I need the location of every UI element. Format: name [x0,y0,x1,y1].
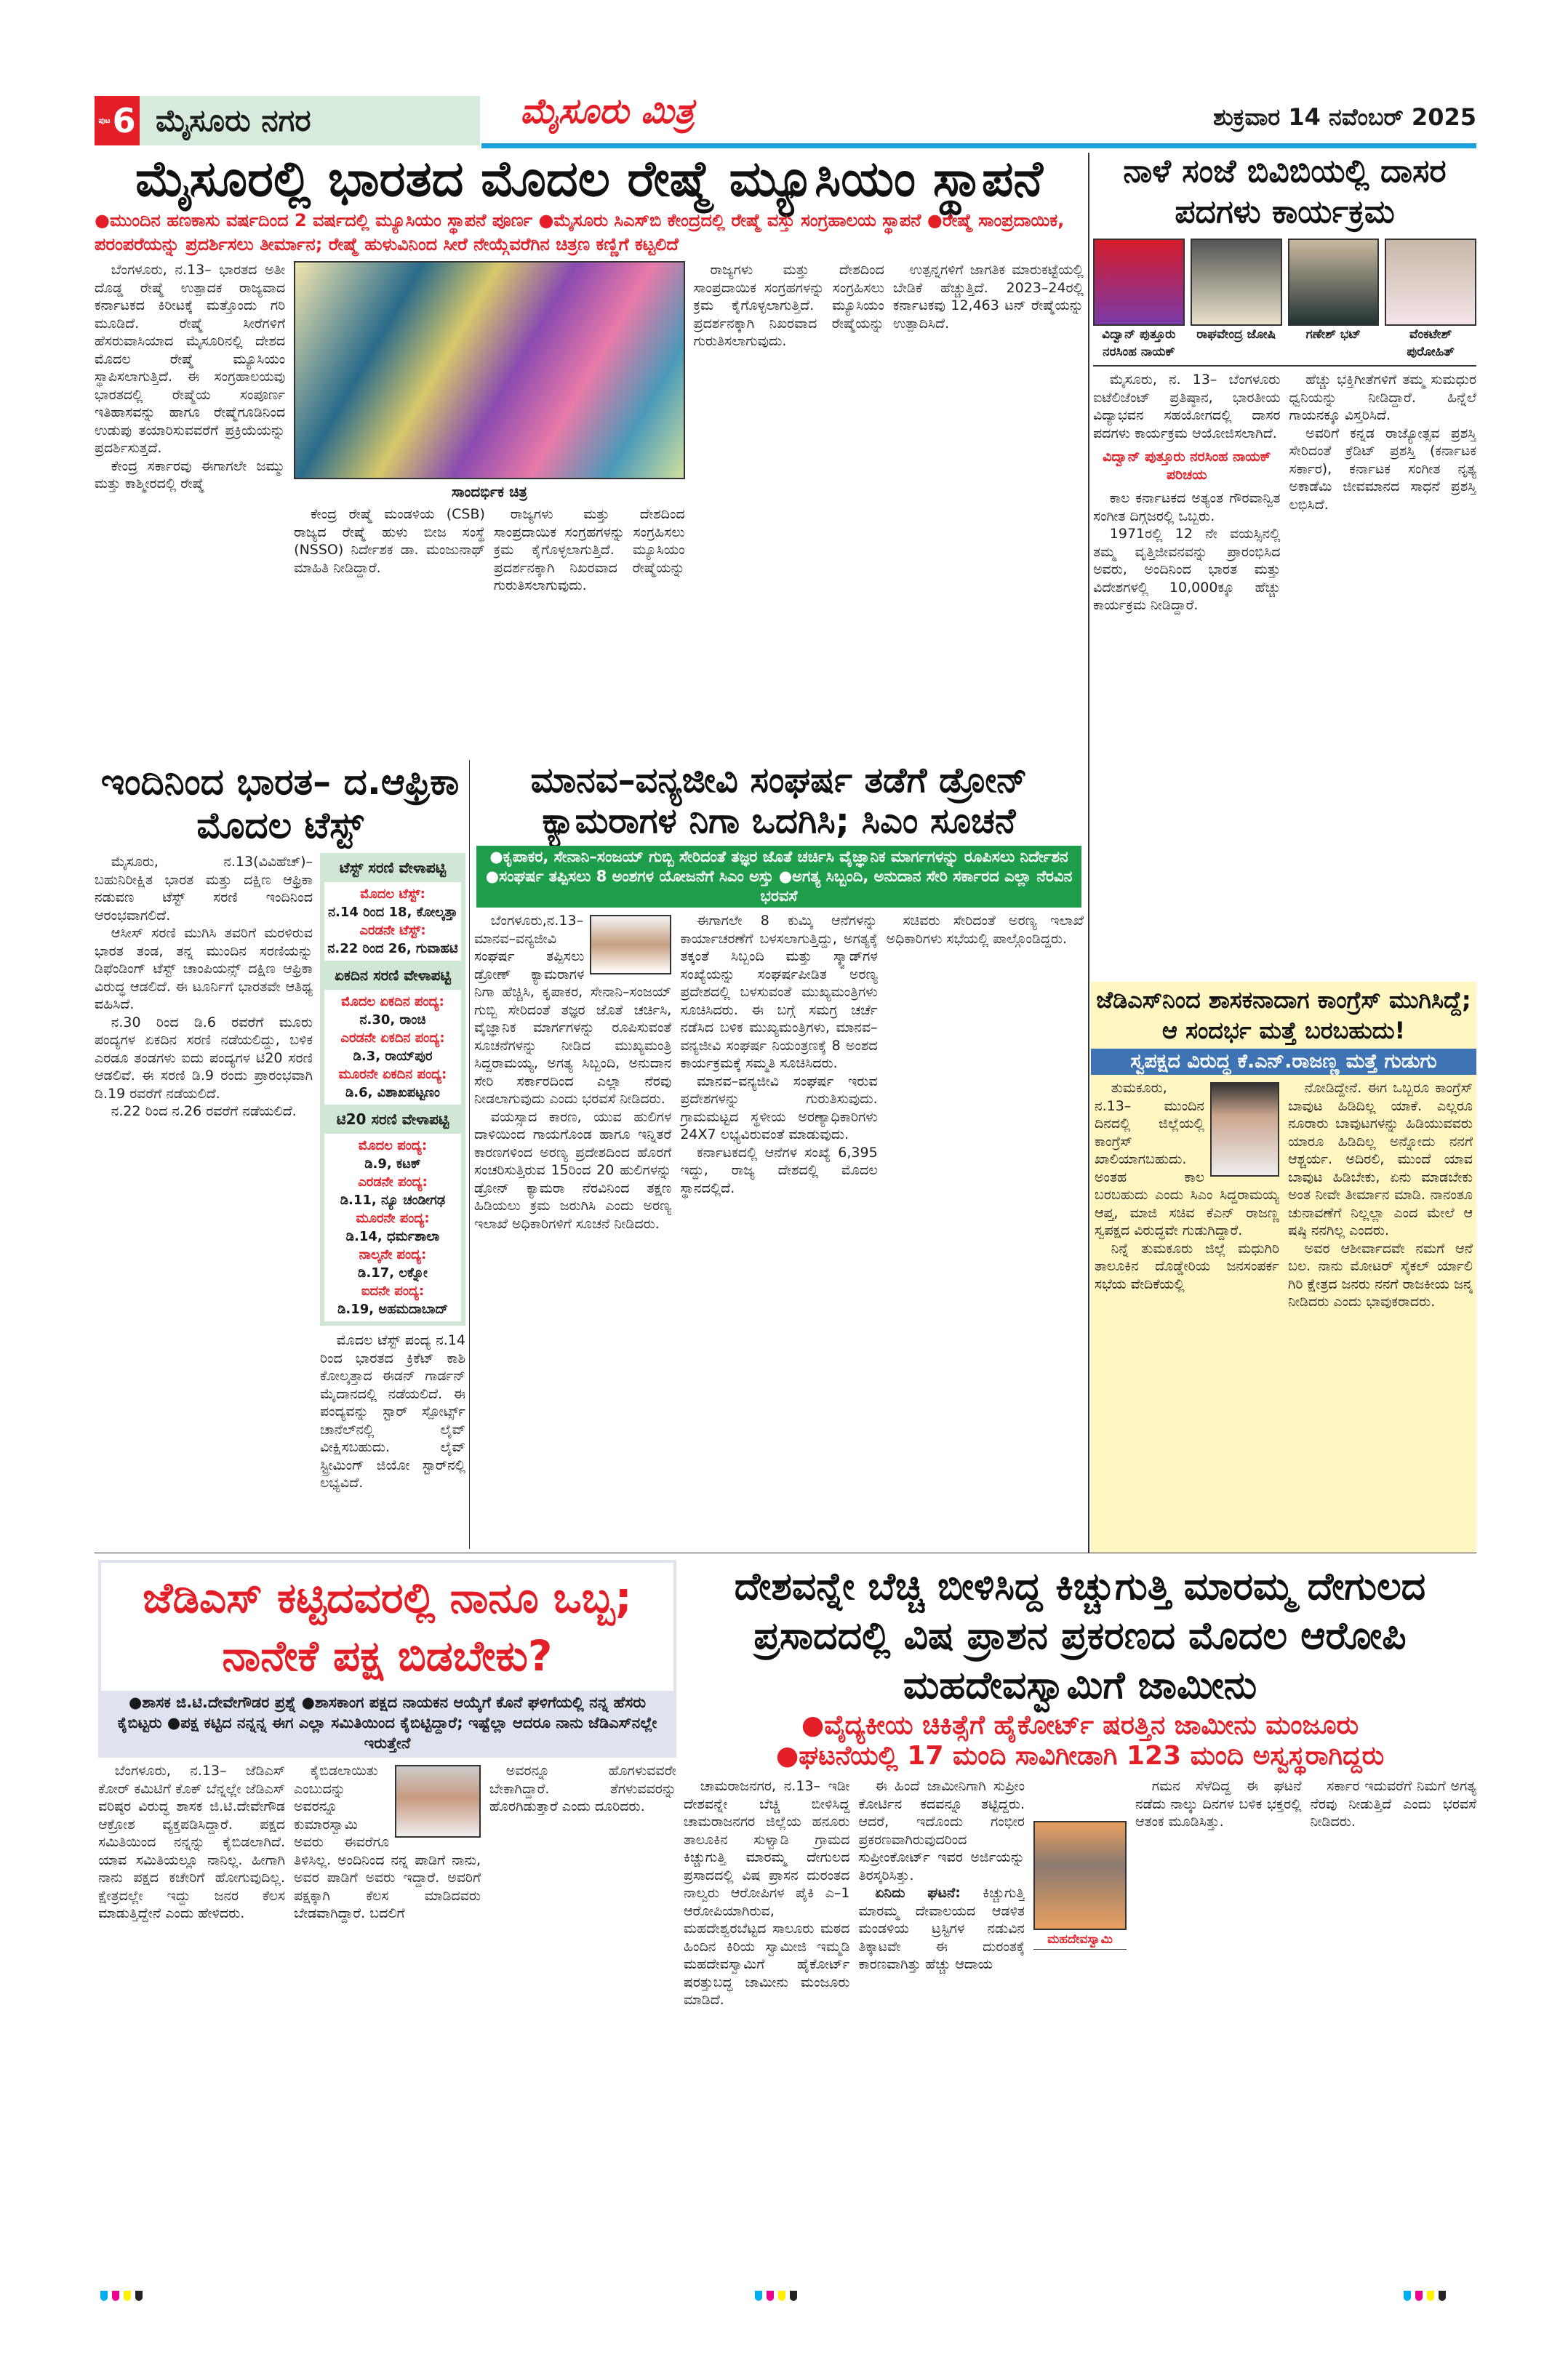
dasara-col-2: ಹೆಚ್ಚು ಭಕ್ತಿಗೀತೆಗಳಿಗೆ ತಮ್ಮ ಸುಮಧುರ ಧ್ವನಿಯನ್ನು ನೀಡಿದ್ದಾರೆ. ಹಿನ್ನೆಲೆ ಗಾಯನಕ್ಕೂ ವಿಸ್ತರಿಸಿದೆ. ಅವರಿಗೆ ಕನ್ನಡ ರಾಜ್ಯೋತ್ಸವ ಪ್ರಶಸ್ತಿ ಸೇರಿದಂತೆ ಕ್ರೆಡಿಟ್ ಪ್ರಶಸ್ತಿ (ಕರ್ನಾಟಕ ಸರ್ಕಾರ), ಕರ್ನಾಟಕ ಸಂಗೀತ ನೃತ್ಯ ಅಕಾಡೆಮಿ ಜೀವಮಾನದ ಸಾಧನೆ ಪ್ರಶಸ್ತಿ ಲಭಿಸಿದೆ. [1289,372,1476,513]
dasara-subhead: ವಿದ್ವಾನ್ ಪುತ್ತೂರು ನರಸಿಂಹ ನಾಯಕ್ ಪರಿಚಯ [1103,449,1271,483]
drone-story [474,760,1084,1549]
cricket-divider [469,760,470,1549]
artist-photo-2 [1191,239,1282,326]
page-number: 6 [112,101,136,140]
poison-bullet-1: ●ವೈದ್ಯಕೀಯ ಚಿಕಿತ್ಸೆಗೆ ಹೈಕೋರ್ಟ್ ಷರತ್ತಿನ ಜಾಮೀನು ಮಂಜೂರು [801,1710,1359,1740]
silk-sarees-photo [294,261,684,479]
silk-col-3: ರಾಜ್ಯಗಳು ಮತ್ತು ದೇಶದಿಂದ ಸಾಂಪ್ರದಾಯಿಕ ಸಂಗ್ರಹಗಳನ್ನು ಸಂಗ್ರಹಿಸಲು ಕ್ರಮ ಕೈಗೊಳ್ಳಲಾಗುತ್ತಿದೆ. ಮ್ಯೂಸಿಯಂ ಪ್ರದರ್ಶನಕ್ಕಾಗಿ ನಿಖರವಾದ ರೇಷ್ಮೆಯನ್ನು ಗುರುತಿಸಲಾಗುವುದು. [493,506,685,593]
artist-name-4: ವೆಂಕಟೇಶ್ ಪುರೋಹಿತ್ [1407,327,1455,359]
silk-headline: ಮೈಸೂರಲ್ಲಿ ಭಾರತದ ಮೊದಲ ರೇಷ್ಮೆ ಮ್ಯೂಸಿಯಂ ಸ್ಥಾಪನೆ [135,151,1043,208]
jds-col-1: ಬೆಂಗಳೂರು, ನ.13– ಜೆಡಿಎಸ್ ಕೋರ್ ಕಮಿಟಿಗೆ ಕೊಕ್ ಬೆನ್ನಲ್ಲೇ ಜೆಡಿಎಸ್ ವರಿಷ್ಠರ ವಿರುದ್ಧ ಶಾಸಕ ಜಿ.ಟಿ.ದೇವೇಗೌಡ ಆಕ್ರೋಶ ವ್ಯಕ್ತಪಡಿಸಿದ್ದಾರೆ. ಪಕ್ಷದ ಸಮಿತಿಯಿಂದ ನನ್ನನ್ನು ಕೈಬಿಡಲಾಗಿದೆ. ಯಾವ ಸಮಿತಿಯಲ್ಲೂ ನಾನಿಲ್ಲ. ಹೀಗಾಗಿ ನಾನು ಪಕ್ಷದ ಕಚೇರಿಗೆ ಹೋಗುವುದಿಲ್ಲ. ಕ್ಷೇತ್ರದಲ್ಲೇ ಇದ್ದು ಜನರ ಕೆಲಸ ಮಾಡುತ್ತಿದ್ದೇನೆ ಎಂದು ಹೇಳಿದರು. [98,1763,285,1921]
silk-col-4: ರಾಜ್ಯಗಳು ಮತ್ತು ದೇಶದಿಂದ ಸಾಂಪ್ರದಾಯಿಕ ಸಂಗ್ರಹಗಳನ್ನು ಸಂಗ್ರಹಿಸಲು ಕ್ರಮ ಕೈಗೊಳ್ಳಲಾಗುತ್ತಿದೆ. ಮ್ಯೂಸಿಯಂ ಪ್ರದರ್ಶನಕ್ಕಾಗಿ ನಿಖರವಾದ ರೇಷ್ಮೆಯನ್ನು ಗುರುತಿಸಲಾಗುವುದು. [693,262,884,349]
artist-name-2: ರಾಘವೇಂದ್ರ ಜೋಷಿ [1196,327,1276,342]
rajanna-bar: ಸ್ವಪಕ್ಷದ ವಿರುದ್ಧ ಕೆ.ಎನ್.ರಾಜಣ್ಣ ಮತ್ತೆ ಗುಡುಗು [1091,1049,1476,1075]
jds-bullets: ●ಶಾಸಕ ಜಿ.ಟಿ.ದೇವೇಗೌಡರ ಪ್ರಶ್ನೆ ●ಶಾಸಕಾಂಗ ಪಕ್ಷದ ನಾಯಕನ ಆಯ್ಕೆಗೆ ಕೊನೆ ಘಳಿಗೆಯಲ್ಲಿ ನನ್ನ ಹೆಸರು ಕೈಬಿಟ್ಟರು ●ಪಕ್ಷ ಕಟ್ಟಿದ ನನ್ನನ್ನ ಈಗ ಎಲ್ಲಾ ಸಮಿತಿಯಿಂದ ಕೈಬಿಟ್ಟಿದ್ದಾರೆ; ಇಷ್ಟೆಲ್ಲಾ ಆದರೂ ನಾನು ಜೆಡಿಎಸ್‌ನಲ್ಲೇ ಇರುತ್ತೇನೆ [101,1691,673,1755]
cricket-headline: ಇಂದಿನಿಂದ ಭಾರತ– ದ.ಆಫ್ರಿಕಾ ಮೊದಲ ಟೆಸ್ಟ್ [100,761,460,846]
silk-col-5: ಉತ್ಪನ್ನಗಳಿಗೆ ಜಾಗತಿಕ ಮಾರುಕಟ್ಟೆಯಲ್ಲಿ ಬೇಡಿಕೆ ಹೆಚ್ಚುತ್ತಿದೆ. 2023–24ರಲ್ಲಿ ಕರ್ನಾಟಕವು 12,463 ಟನ್ ರೇಷ್ಮೆಯನ್ನು ಉತ್ಪಾದಿಸಿದೆ. [892,262,1084,332]
page-label: ಪುಟ [98,116,111,125]
dasara-headline: ನಾಳೆ ಸಂಜೆ ಬಿವಿಬಿಯಲ್ಲಿ ದಾಸರ ಪದಗಳು ಕಾರ್ಯಕ್ರಮ [1123,153,1447,231]
jds-col-3: ಅವರನ್ನೂ ಹೊಗಳುವವರೇ ಬೇಕಾಗಿದ್ದಾರೆ. ತೆಗಳುವವರನ್ನು ಹೊರಗಿಡುತ್ತಾರೆ ಎಂದು ದೂರಿದರು. [489,1763,676,1814]
poison-headline: ದೇಶವನ್ನೇ ಬೆಚ್ಚಿ ಬೀಳಿಸಿದ್ದ ಕಿಚ್ಚುಗುತ್ತಿ ಮಾರಮ್ಮ ದೇಗುಲದ ಪ್ರಸಾದದಲ್ಲಿ ವಿಷ ಪ್ರಾಶನ ಪ್ರಕರಣದ ಮೊದಲ ಆರೋಪಿ ಮಹದೇವಸ್ವಾಮಿಗೆ ಜಾಮೀನು [734,1565,1426,1708]
dasara-rule [1093,365,1476,367]
right-column-divider [1088,153,1089,1553]
page-number-box [95,96,140,145]
gt-devegowda-photo [395,1765,481,1838]
cm-siddaramaiah-photo [590,915,671,974]
poison-bullet-2: ●ಘಟನೆಯಲ್ಲಿ 17 ಮಂದಿ ಸಾವಿಗೀಡಾಗಿ 123 ಮಂದಿ ಅಸ್ವಸ್ಥರಾಗಿದ್ದರು [775,1741,1385,1771]
artist-name-3: ಗಣೇಶ್ ಭಟ್ [1305,327,1361,342]
cricket-col-1: ಮೈಸೂರು, ನ.13(ವಿವಿಹೆಚ್)– ಬಹುನಿರೀಕ್ಷಿತ ಭಾರತ ಮತ್ತು ದಕ್ಷಿಣ ಆಫ್ರಿಕಾ ನಡುವಣ ಟೆಸ್ಟ್ ಸರಣಿ ಇಂದಿನಿಂದ ಆರಂಭವಾಗಲಿದೆ. ಆಸೀಸ್ ಸರಣಿ ಮುಗಿಸಿ ತವರಿಗೆ ಮರಳಿರುವ ಭಾರತ ತಂಡ, ತನ್ನ ಮುಂದಿನ ಸರಣಿಯನ್ನು ಡಿಫೆಂಡಿಂಗ್ ಟೆಸ್ಟ್ ಚಾಂಪಿಯನ್ಸ್ ದಕ್ಷಿಣ ಆಫ್ರಿಕಾ ವಿರುದ್ಧ ಆಡಲಿದೆ. ಈ ಟೂರ್ನಿಗೆ ಭಾರತವೇ ಆತಿಥ್ಯ ವಹಿಸಿದೆ. ನ.30 ರಿಂದ ಡಿ.6 ರವರೆಗೆ ಮೂರು ಪಂದ್ಯಗಳ ಏಕದಿನ ಸರಣಿ ನಡೆಯಲಿದ್ದು, ಬಳಿಕ ಎರಡೂ ತಂಡಗಳು ಐದು ಪಂದ್ಯಗಳ ಟಿ20 ಸರಣಿ ಆಡಲಿವೆ. ಈ ಸರಣಿ ಡಿ.9 ರಂದು ಪ್ರಾರಂಭವಾಗಿ ಡಿ.19 ರವರೆಗೆ ನಡೆಯಲಿದೆ. ನ.22 ರಿಂದ ನ.26 ರವರೆಗೆ ನಡೆಯಲಿದೆ. [95,854,313,1119]
jds-col-2: ಕೈಬಿಡಲಾಯಿತು ಎಂಬುದನ್ನು ಅವರನ್ನೂ ಕುಮಾರಸ್ವಾಮಿ ಅವರು ಈವರೆಗೂ ತಿಳಿಸಿಲ್ಲ. ಅಂದಿನಿಂದ ನನ್ನ ಪಾಡಿಗೆ ನಾನು, ಅವರ ಪಾಡಿಗೆ ಅವರು ಇದ್ದಾರೆ. ಅವರಿಗೆ ಪಕ್ಷಕ್ಕಾಗಿ ಕೆಲಸ ಮಾಡಿದವರು ಬೇಡವಾಗಿದ್ದಾರೆ. ಬದಲಿಗೆ [294,1763,481,1921]
registration-mark [755,2291,797,2301]
cricket-col-2: ಮೊದಲ ಟೆಸ್ಟ್ ಪಂದ್ಯ ನ.14 ರಿಂದ ಭಾರತದ ಕ್ರಿಕೆಟ್ ಕಾಶಿ ಕೋಲ್ಕತ್ತಾದ ಈಡನ್ ಗಾರ್ಡನ್ ಮೈದಾನದಲ್ಲಿ ನಡೆಯಲಿದೆ. ಈ ಪಂದ್ಯವನ್ನು ಸ್ಟಾರ್ ಸ್ಪೋರ್ಟ್ಸ್ ಚಾನೆಲ್‌ನಲ್ಲಿ ಲೈವ್ ವೀಕ್ಷಿಸಬಹುದು. ಲೈವ್ ಸ್ಟ್ರೀಮಿಂಗ್ ಜಿಯೋ ಸ್ಟಾರ್‌ನಲ್ಲಿ ಲಭ್ಯವಿದೆ. [320,1332,465,1491]
poison-col-2: ಈ ಹಿಂದೆ ಜಾಮೀನಿಗಾಗಿ ಸುಪ್ರೀಂ ಕೋರ್ಟಿನ ಕದವನ್ನೂ ತಟ್ಟಿದ್ದರು. ಆದರೆ, ಇದೊಂದು ಗಂಭೀರ ಪ್ರಕರಣವಾಗಿರುವುದರಿಂದ ಸುಪ್ರೀಂಕೋರ್ಟ್ ಇವರ ಅರ್ಜಿಯನ್ನು ತಿರಸ್ಕರಿಸಿತ್ತು. ಏನಿದು ಘಟನೆ: ಕಿಚ್ಚುಗುತ್ತಿ ಮಾರಮ್ಮ ದೇವಾಲಯದ ಆಡಳಿತ ಮಂಡಳಿಯ ಟ್ರಸ್ಟಿಗಳ ನಡುವಿನ ತಿಕ್ಕಾಟವೇ ಈ ದುರಂತಕ್ಕೆ ಕಾರಣವಾಗಿತ್ತು ಹೆಚ್ಚು ಆದಾಯ [858,1778,1025,1972]
jds-headline-box [98,1560,676,1758]
poison-col-3: ಗಮನ ಸೆಳೆದಿದ್ದ ಈ ಘಟನೆ ನಡೆದು ನಾಲ್ಕು ದಿನಗಳ ಬಳಿಕ ಭಕ್ತರಲ್ಲಿ ಆತಂಕ ಮೂಡಿಸಿತ್ತು. [1135,1778,1302,1830]
drone-bullets: ●ಕೃಪಾಕರ, ಸೇನಾನಿ–ಸಂಜಯ್ ಗುಬ್ಬಿ ಸೇರಿದಂತೆ ತಜ್ಞರ ಜೊತೆ ಚರ್ಚಿಸಿ ವೈಜ್ಞಾನಿಕ ಮಾರ್ಗಗಳನ್ನು ರೂಪಿಸಲು ನಿರ್ದೇಶನ ●ಸಂಘರ್ಷ ತಪ್ಪಿಸಲು 8 ಅಂಶಗಳ ಯೋಜನೆಗೆ ಸಿಎಂ ಅಸ್ತು ●ಅಗತ್ಯ ಸಿಬ್ಬಂದಿ, ಅನುದಾನ ಸೇರಿ ಸರ್ಕಾರದ ಎಲ್ಲಾ ನೆರವಿನ ಭರವಸೆ [476,846,1081,908]
section-name: ಮೈಸೂರು ನಗರ [140,96,480,145]
silk-subhead: ●ಮುಂದಿನ ಹಣಕಾಸು ವರ್ಷದಿಂದ 2 ವರ್ಷದಲ್ಲಿ ಮ್ಯೂಸಿಯಂ ಸ್ಥಾಪನೆ ಪೂರ್ಣ ●ಮೈಸೂರು ಸಿಎಸ್‌ಬಿ ಕೇಂದ್ರದಲ್ಲಿ ರೇಷ್ಮೆ ವಸ್ತು ಸಂಗ್ರಹಾಲಯ ಸ್ಥಾಪನೆ ●ರೇಷ್ಮೆ ಸಾಂಪ್ರದಾಯಿಕ, ಪರಂಪರೆಯನ್ನು ಪ್ರದರ್ಶಿಸಲು ತೀರ್ಮಾನ; ರೇಷ್ಮೆ ಹುಳುವಿನಿಂದ ಸೀರೆ ನೇಯ್ಗೆವರೆಗಿನ ಚಿತ್ರಣ ಕಣ್ಣಿಗೆ ಕಟ್ಟಲಿದೆ [95,210,1065,255]
drone-col-3: ಸಚಿವರು ಸೇರಿದಂತೆ ಅರಣ್ಯ ಇಲಾಖೆ ಅಧಿಕಾರಿಗಳು ಸಭೆಯಲ್ಲಿ ಪಾಲ್ಗೊಂಡಿದ್ದರು. [886,913,1084,947]
mahadevaswamy-photo [1033,1821,1127,1930]
jds-headline: ಜೆಡಿಎಸ್ ಕಟ್ಟಿದವರಲ್ಲಿ ನಾನೂ ಒಬ್ಬ; ನಾನೇಕೆ ಪಕ್ಷ ಬಿಡಬೇಕು? [143,1573,632,1681]
rajanna-photo [1210,1082,1279,1177]
registration-mark [100,2291,143,2301]
rajanna-box [1091,982,1476,1553]
silk-col-1: ಬೆಂಗಳೂರು, ನ.13– ಭಾರತದ ಅತೀ ದೊಡ್ಡ ರೇಷ್ಮೆ ಉತ್ಪಾದಕ ರಾಜ್ಯವಾದ ಕರ್ನಾಟಕದ ಕಿರೀಟಕ್ಕೆ ಮತ್ತೊಂದು ಗರಿ ಮೂಡಿದೆ. ರೇಷ್ಮೆ ಸೀರೆಗಳಿಗೆ ಹೆಸರುವಾಸಿಯಾದ ಮೈಸೂರಿನಲ್ಲಿ ದೇಶದ ಮೊದಲ ರೇಷ್ಮೆ ಮ್ಯೂಸಿಯಂ ಸ್ಥಾಪಿಸಲಾಗುತ್ತಿದೆ. ಈ ಸಂಗ್ರಹಾಲಯವು ಭಾರತದಲ್ಲಿ ರೇಷ್ಮೆಯ ಸಂಪೂರ್ಣ ಇತಿಹಾಸವನ್ನು ಹಾಗೂ ರೇಷ್ಮೆಗೂಡಿನಿಂದ ಉಡುಪು ತಯಾರಿಸುವವರೆಗೆ ಪ್ರಕ್ರಿಯೆಯನ್ನು ಪ್ರದರ್ಶಿಸುತ್ತದೆ. ಕೇಂದ್ರ ಸರ್ಕಾರವು ಈಗಾಗಲೇ ಜಮ್ಮು ಮತ್ತು ಕಾಶ್ಮೀರದಲ್ಲಿ ರೇಷ್ಮೆ [95,262,286,492]
drone-headline: ಮಾನವ–ವನ್ಯಜೀವಿ ಸಂಘರ್ಷ ತಡೆಗೆ ಡ್ರೋನ್ ಕ್ಯಾಮರಾಗಳ ನಿಗಾ ಒದಗಿಸಿ; ಸಿಎಂ ಸೂಚನೆ [530,760,1028,841]
dasara-story [1093,151,1476,977]
silk-story [95,151,1084,753]
poison-story [684,1562,1476,2291]
registration-mark [1404,2291,1446,2301]
poison-col-1: ಚಾಮರಾಜನಗರ, ನ.13– ಇಡೀ ದೇಶವನ್ನೇ ಬೆಚ್ಚಿ ಬೀಳಿಸಿದ್ದ ಚಾಮರಾಜನಗರ ಜಿಲ್ಲೆಯ ಹನೂರು ತಾಲೂಕಿನ ಸುಳ್ವಾಡಿ ಗ್ರಾಮದ ಕಿಚ್ಚುಗುತ್ತಿ ಮಾರಮ್ಮ ದೇಗುಲದ ಪ್ರಸಾದದಲ್ಲಿ ವಿಷ ಪ್ರಾಸನ ದುರಂತದ ನಾಲ್ವರು ಆರೋಪಿಗಳ ಪೈಕಿ ಎ–1 ಆರೋಪಿಯಾಗಿರುವ, ಮಹದೇಶ್ವರಬೆಟ್ಟದ ಸಾಲೂರು ಮಠದ ಹಿಂದಿನ ಕಿರಿಯ ಸ್ವಾಮೀಜಿ ಇಮ್ಮಡಿ ಮಹದೇವಸ್ವಾಮಿಗೆ ಹೈಕೋರ್ಟ್ ಷರತ್ತುಬದ್ಧ ಜಾಮೀನು ಮಂಜೂರು ಮಾಡಿದೆ. [684,1778,850,2008]
schedule-title-t20: ಟಿ20 ಸರಣಿ ವೇಳಾಪಟ್ಟಿ [320,1105,465,1134]
silk-photo-caption: ಸಾಂದರ್ಭಿಕ ಚಿತ್ರ [451,483,527,500]
silk-col-2: ಕೇಂದ್ರ ರೇಷ್ಮೆ ಮಂಡಳಿಯ (CSB) ರಾಜ್ಯದ ರೇಷ್ಮೆ ಹುಳು ಬೀಜ ಸಂಸ್ಥೆ (NSSO) ನಿರ್ದೇಶಕ ಡಾ. ಮಂಜುನಾಥ್ ಮಾಹಿತಿ ನೀಡಿದ್ದಾರೆ. [294,506,485,576]
poison-col-4: ಸರ್ಕಾರ ಇದುವರೆಗೆ ನಿಮಗೆ ಅಗತ್ಯ ನೆರವು ನೀಡುತ್ತಿದೆ ಎಂದು ಭರವಸೆ ನೀಡಿದರು. [1310,1778,1476,1830]
dasara-col-1: ಮೈಸೂರು, ನ. 13– ಬೆಂಗಳೂರು ಐಟೆಲಿಜೆಂಟ್ ಪ್ರತಿಷ್ಠಾನ, ಭಾರತೀಯ ವಿದ್ಯಾಭವನ ಸಹಯೋಗದಲ್ಲಿ ದಾಸರ ಪದಗಳು ಕಾರ್ಯಕ್ರಮ ಆಯೋಜಿಸಲಾಗಿದೆ. ವಿದ್ವಾನ್ ಪುತ್ತೂರು ನರಸಿಂಹ ನಾಯಕ್ ಪರಿಚಯ ಕಾಲ ಕರ್ನಾಟಕದ ಅತ್ಯಂತ ಗೌರವಾನ್ವಿತ ಸಂಗೀತ ದಿಗ್ಗಜರಲ್ಲಿ ಒಬ್ಬರು. 1971ರಲ್ಲಿ 12 ನೇ ವಯಸ್ಸಿನಲ್ಲಿ ತಮ್ಮ ವೃತ್ತಿಜೀವನವನ್ನು ಪ್ರಾರಂಭಿಸಿದ ಅವರು, ಅಂದಿನಿಂದ ಭಾರತ ಮತ್ತು ವಿದೇಶಗಳಲ್ಲಿ 10,000ಕ್ಕೂ ಹೆಚ್ಚು ಕಾರ್ಯಕ್ರಮ ನೀಡಿದ್ದಾರೆ. [1093,372,1281,613]
mahadevaswamy-caption: ಮಹದೇವಸ್ವಾಮಿ [1033,1930,1127,1950]
rajanna-col-2: ನೋಡಿದ್ದೇನೆ. ಈಗ ಒಬ್ಬರೂ ಕಾಂಗ್ರೆಸ್ ಬಾವುಟ ಹಿಡಿದಿಲ್ಲ ಯಾಕೆ. ಎಲ್ಲರೂ ನೂರಾರು ಬಾವುಟಗಳನ್ನು ಹಿಡಿಯುವವರು ಯಾರೂ ಹಿಡಿದಿಲ್ಲ ಅನ್ನೋದು ನನಗೆ ಆಶ್ಚರ್ಯ. ಅದಿರಲಿ, ಮುಂದೆ ಯಾವ ಬಾವುಟ ಹಿಡಿಬೇಕು, ಏನು ಮಾಡಬೇಕು ಅಂತ ನೀವೇ ತೀರ್ಮಾನ ಮಾಡಿ. ನಾನಂತೂ ಚುನಾವಣೆಗೆ ನಿಲ್ಲಲ್ಲಾ ಎಂದ ಮೇಲೆ ಆ ಷಷ್ಠಿ ನನಗಿಲ್ಲ ಎಂದರು. ಅವರ ಆಶೀರ್ವಾದವೇ ನಮಗೆ ಆನೆ ಬಲ. ನಾನು ಮೋಟರ್ ಸೈಕಲ್ ರ್ಯಾಲಿ ಗಿರಿ ಕ್ಷೇತ್ರದ ಜನರು ನನಗೆ ರಾಜಕೀಯ ಜನ್ಮ ನೀಡಿದರು ಎಂದು ಭಾವುಕರಾದರು. [1288,1080,1473,1310]
rajanna-headline: ಜೆಡಿಎಸ್‌ನಿಂದ ಶಾಸಕನಾದಾಗ ಕಾಂಗ್ರೆಸ್ ಮುಗಿಸಿದ್ದೆ; ಆ ಸಂದರ್ಭ ಮತ್ತೆ ಬರಬಹುದು! [1096,986,1471,1044]
artist-name-1: ವಿದ್ವಾನ್ ಪುತ್ತೂರು ನರಸಿಂಹ ನಾಯಕ್ [1102,327,1176,359]
cricket-story [95,760,465,1549]
issue-date: ಶುಕ್ರವಾರ 14 ನವೆಂಬರ್ 2025 [1213,103,1476,131]
jds-story [98,1560,676,2291]
drone-col-1: ಬೆಂಗಳೂರು,ನ.13– ಮಾನವ–ವನ್ಯಜೀವಿ ಸಂಘರ್ಷ ತಪ್ಪಿಸಲು ಡ್ರೋಣ್ ಕ್ಯಾಮರಾಗಳ ನಿಗಾ ಹೆಚ್ಚಿಸಿ, ಕೃಪಾಕರ, ಸೇನಾನಿ–ಸಂಜಯ್ ಗುಬ್ಬಿ ಸೇರಿದಂತೆ ತಜ್ಞರ ಜೊತೆ ಚರ್ಚಿಸಿ, ವೈಜ್ಞಾನಿಕ ಮಾರ್ಗಗಳನ್ನು ರೂಪಿಸುವಂತೆ ಸೂಚನೆಗಳನ್ನು ನೀಡಿದ ಮುಖ್ಯಮಂತ್ರಿ ಸಿದ್ದರಾಮಯ್ಯ, ಅಗತ್ಯ ಸಿಬ್ಬಂದಿ, ಅನುದಾನ ಸೇರಿ ಸರ್ಕಾರದಿಂದ ಎಲ್ಲಾ ನೆರವು ನೀಡಲಾಗುವುದು ಎಂದು ಭರವಸೆ ನೀಡಿದರು. ವಯಸ್ಸಾದ ಕಾರಣ, ಯುವ ಹುಲಿಗಳ ದಾಳಿಯಿಂದ ಗಾಯಗೊಂಡ ಹಾಗೂ ಇನ್ನಿತರೆ ಕಾರಣಗಳಿಂದ ಅರಣ್ಯ ಪ್ರದೇಶದಿಂದ ಹೊರಗೆ ಸಂಚರಿಸುತ್ತಿರುವ 15ರಿಂದ 20 ಹುಲಿಗಳನ್ನು ಡ್ರೋನ್ ಕ್ಯಾಮರಾ ನೆರವಿನಿಂದ ತಕ್ಷಣ ಹಿಡಿಯಲು ಕ್ರಮ ಜರುಗಿಸಿ ಎಂದು ಅರಣ್ಯ ಇಲಾಖೆ ಅಧಿಕಾರಿಗಳಿಗೆ ಸೂಚನೆ ನೀಡಿದರು. [474,913,672,1232]
masthead-logo: ಮೈಸೂರು ಮಿತ್ರ [520,91,695,132]
schedule-title-test: ಟೆಸ್ಟ್ ಸರಣಿ ವೇಳಾಪಟ್ಟಿ [320,853,465,882]
schedule-title-odi: ಏಕದಿನ ಸರಣಿ ವೇಳಾಪಟ್ಟಿ [320,961,465,990]
cricket-schedule-box: ಟೆಸ್ಟ್ ಸರಣಿ ವೇಳಾಪಟ್ಟಿ ಮೊದಲ ಟೆಸ್ಟ್: ನ.14 ರಿಂದ 18, ಕೋಲ್ಕತ್ತಾ ಎರಡನೇ ಟೆಸ್ಟ್: ನ.22 ರಿಂದ 26, ಗುವಾಹಟಿ ಏಕದಿನ ಸರಣಿ ವೇಳಾಪಟ್ಟಿ ಮೊದಲ ಏಕದಿನ ಪಂದ್ಯ: ನ.30, ರಾಂಚಿ ಎರಡನೇ ಏಕದಿನ ಪಂದ್ಯ: ಡಿ.3, ರಾಯ್‌ಪುರ ಮೂರನೇ ಏಕದಿನ ಪಂದ್ಯ: ಡಿ.6, ವಿಶಾಖಪಟ್ಟಣಂ ಟಿ20 ಸರಣಿ ವೇಳಾಪಟ್ಟಿ ಮೊದಲ ಪಂದ್ಯ: ಡಿ.9, ಕಟಕ್ ಎರಡನೇ ಪಂದ್ಯ: ಡಿ.11, ನ್ಯೂ ಚಂಡೀಗಢ ಮೂರನೇ ಪಂದ್ಯ: ಡಿ.14, ಧರ್ಮಶಾಲಾ ನಾಲ್ಕನೇ ಪಂದ್ಯ: ಡಿ.17, ಲಕ್ನೋ ಐದನೇ ಪಂದ್ಯ: ಡಿ.19, ಅಹಮದಾಬಾದ್ [320,853,465,1326]
rajanna-col-1: ತುಮಕೂರು, ನ.13– ಮುಂದಿನ ದಿನದಲ್ಲಿ ಜಿಲ್ಲೆಯಲ್ಲಿ ಕಾಂಗ್ರೆಸ್ ಖಾಲಿಯಾಗಬಹುದು. ಅಂತಹ ಕಾಲ ಬರಬಹುದು ಎಂದು ಸಿಎಂ ಸಿದ್ದರಾಮಯ್ಯ ಆಪ್ತ, ಮಾಜಿ ಸಚಿವ ಕೆಎನ್ ರಾಜಣ್ಣ ಸ್ವಪಕ್ಷದ ವಿರುದ್ಧವೇ ಗುಡುಗಿದ್ದಾರೆ. ನಿನ್ನೆ ತುಮಕೂರು ಜಿಲ್ಲೆ ಮಧುಗಿರಿ ತಾಲೂಕಿನ ದೊಡ್ಡೇರಿಯ ಜನಸಂಪರ್ಕ ಸಭೆಯ ವೇದಿಕೆಯಲ್ಲಿ [1095,1080,1279,1292]
header-rule [481,143,1476,148]
artist-photo-1 [1093,239,1185,326]
artist-photo-4 [1385,239,1476,326]
drone-col-2: ಈಗಾಗಲೇ 8 ಕುಮ್ಕಿ ಆನೆಗಳನ್ನು ಕಾರ್ಯಾಚರಣೆಗೆ ಬಳಸಲಾಗುತ್ತಿದ್ದು, ಅಗತ್ಯಕ್ಕೆ ತಕ್ಕಂತೆ ಸಿಬ್ಬಂದಿ ಮತ್ತು ಸ್ಕ್ವಾಡ್‌ಗಳ ಸಂಖ್ಯೆಯನ್ನು ಸಂಘರ್ಷಪೀಡಿತ ಅರಣ್ಯ ಪ್ರದೇಶದಲ್ಲಿ ಬಳಸುವಂತೆ ಮುಖ್ಯಮಂತ್ರಿಗಳು ಸೂಚಿಸಿದರು. ಈ ಬಗ್ಗೆ ಸಮಗ್ರ ಚರ್ಚೆ ನಡೆಸಿದ ಬಳಿಕ ಮುಖ್ಯಮಂತ್ರಿಗಳು, ಮಾನವ–ವನ್ಯಜೀವಿ ಸಂಘರ್ಷ ನಿಯಂತ್ರಣಕ್ಕೆ 8 ಅಂಶದ ಕಾರ್ಯಕ್ರಮಕ್ಕೆ ಸಮ್ಮತಿ ಸೂಚಿಸಿದರು. ಮಾನವ–ವನ್ಯಜೀವಿ ಸಂಘರ್ಷ ಇರುವ ಪ್ರದೇಶಗಳನ್ನು ಗುರುತಿಸುವುದು. ಗ್ರಾಮಮಟ್ಟದ ಸ್ಥಳೀಯ ಅರಣ್ಯಾಧಿಕಾರಿಗಳು 24X7 ಲಭ್ಯವಿರುವಂತೆ ಮಾಡುವುದು. ಕರ್ನಾಟಕದಲ್ಲಿ ಆನೆಗಳ ಸಂಖ್ಯೆ 6,395 ಇದ್ದು, ರಾಜ್ಯ ದೇಶದಲ್ಲಿ ಮೊದಲ ಸ್ಥಾನದಲ್ಲಿದೆ. [680,913,878,1196]
artist-photo-3 [1288,239,1380,326]
